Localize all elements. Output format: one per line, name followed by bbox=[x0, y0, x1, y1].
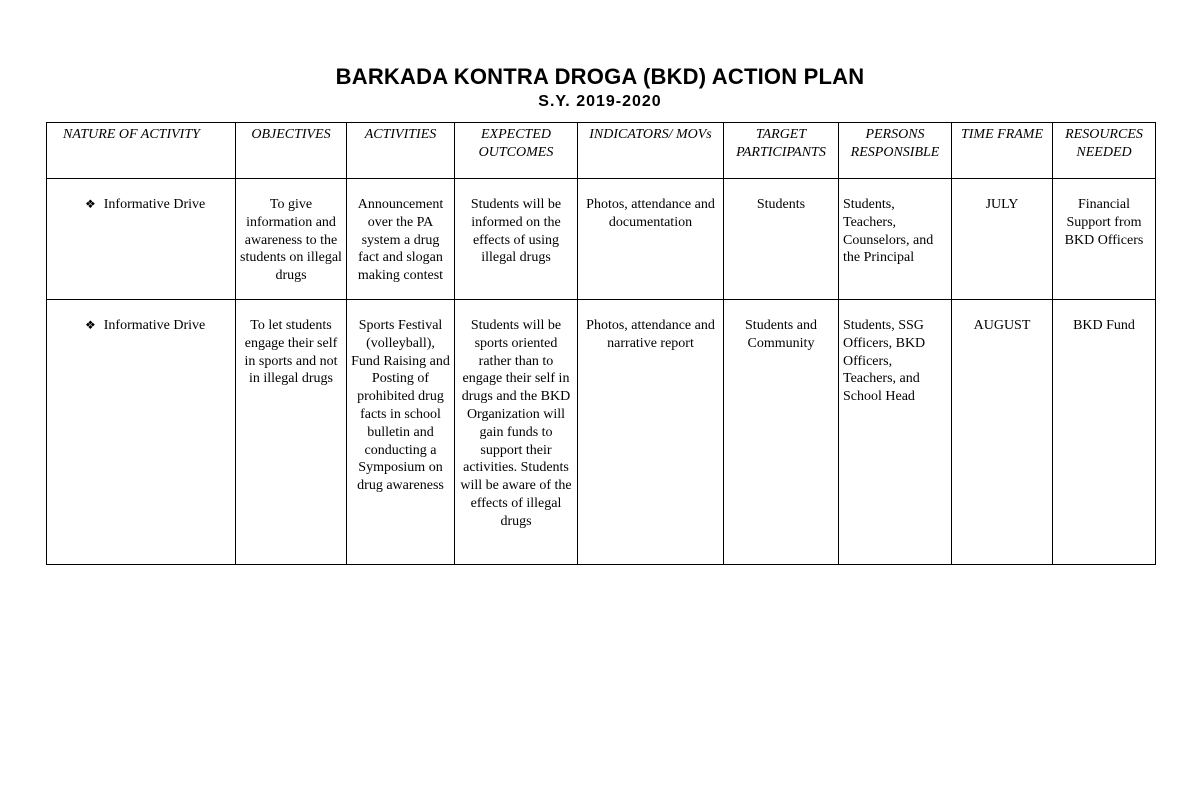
cell-objectives: To give information and awareness to the students on illegal drugs bbox=[236, 179, 347, 300]
nature-text: Informative Drive bbox=[103, 197, 206, 212]
cell-target-participants: Students bbox=[724, 179, 839, 300]
cell-expected-outcomes: Students will be sports oriented rather than to engage their self in drugs and the BKD Organization will gain funds to support their activities. Students will be aware of the effects of illegal drugs bbox=[455, 300, 578, 565]
header-expected-outcomes: EXPECTED OUTCOMES bbox=[455, 123, 578, 179]
header-activities: ACTIVITIES bbox=[347, 123, 455, 179]
diamond-bullet-icon: ❖ bbox=[85, 318, 96, 332]
header-target-participants: TARGET PARTICIPANTS bbox=[724, 123, 839, 179]
cell-expected-outcomes: Students will be informed on the effects of using illegal drugs bbox=[455, 179, 578, 300]
table-row bbox=[47, 179, 1156, 300]
diamond-bullet-icon: ❖ bbox=[85, 197, 96, 211]
cell-indicators-movs: Photos, attendance and documentation bbox=[578, 179, 724, 300]
header-objectives: OBJECTIVES bbox=[236, 123, 347, 179]
header-time-frame: TIME FRAME bbox=[952, 123, 1053, 179]
header-resources-needed: RESOURCES NEEDED bbox=[1053, 123, 1156, 179]
cell-target-participants: Students and Community bbox=[724, 300, 839, 565]
document-title: BARKADA KONTRA DROGA (BKD) ACTION PLAN bbox=[335, 64, 865, 89]
table-header-row bbox=[47, 123, 1156, 179]
cell-resources-needed: Financial Support from BKD Officers bbox=[1053, 179, 1156, 300]
cell-nature-of-activity bbox=[47, 300, 236, 565]
cell-objectives: To let students engage their self in sports and not in illegal drugs bbox=[236, 300, 347, 565]
cell-activities: Sports Festival (volleyball), Fund Raising and Posting of prohibited drug facts in school bulletin and conducting a Symposium on drug awareness bbox=[347, 300, 455, 565]
header-persons-responsible: PERSONS RESPONSIBLE bbox=[839, 123, 952, 179]
cell-persons-responsible: Students, SSG Officers, BKD Officers, Teachers, and School Head bbox=[839, 300, 952, 565]
cell-persons-responsible: Students, Teachers, Counselors, and the Principal bbox=[839, 179, 952, 300]
nature-text: Informative Drive bbox=[103, 318, 206, 333]
header-nature-of-activity: NATURE OF ACTIVITY bbox=[47, 123, 236, 179]
action-plan-table bbox=[46, 122, 1156, 565]
cell-activities: Announcement over the PA system a drug fact and slogan making contest bbox=[347, 179, 455, 300]
cell-time-frame: AUGUST bbox=[952, 300, 1053, 565]
cell-time-frame: JULY bbox=[952, 179, 1053, 300]
cell-indicators-movs: Photos, attendance and narrative report bbox=[578, 300, 724, 565]
document-subtitle: S.Y. 2019-2020 bbox=[538, 93, 662, 110]
header-indicators-movs: INDICATORS/ MOVs bbox=[578, 123, 724, 179]
cell-resources-needed: BKD Fund bbox=[1053, 300, 1156, 565]
table-row bbox=[47, 300, 1156, 565]
cell-nature-of-activity bbox=[47, 179, 236, 300]
